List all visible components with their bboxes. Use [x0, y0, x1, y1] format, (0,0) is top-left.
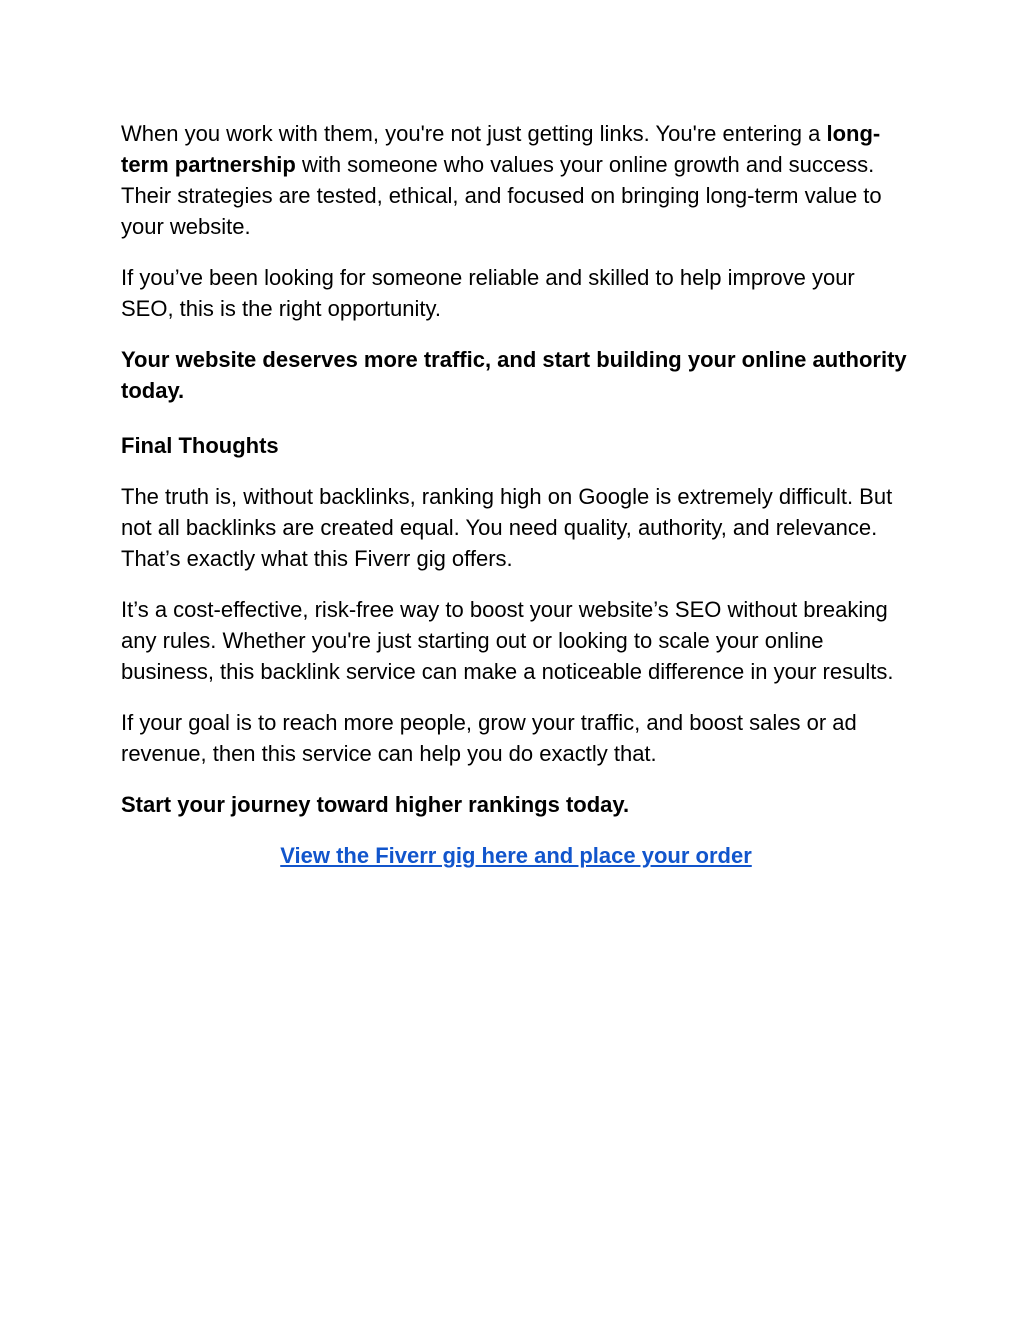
paragraph-start-journey: Start your journey toward higher rankings today.: [121, 792, 630, 817]
paragraph-opportunity: If you’ve been looking for someone reliable and skilled to help improve your SEO, this is the right opportunity.: [121, 265, 855, 321]
paragraph-traffic-callout: Your website deserves more traffic, and start building your online authority today.: [121, 347, 907, 403]
fiverr-gig-link[interactable]: View the Fiverr gig here and place your order: [280, 843, 752, 868]
paragraph-partnership-start: When you work with them, you're not just getting links. You're entering a: [121, 121, 827, 146]
paragraph-cost-effective: It’s a cost-effective, risk-free way to boost your website’s SEO without breaking any rules. Whether you're just starting out or looking to scale your online business, this backlink service can make a noticeable difference in your results.: [121, 597, 894, 684]
cta-paragraph: [121, 840, 911, 871]
paragraph-partnership: [121, 118, 911, 242]
paragraph-backlinks-truth: The truth is, without backlinks, ranking high on Google is extremely difficult. But not all backlinks are created equal. You need quality, authority, and relevance. That’s exactly what this Fiverr gig offers.: [121, 484, 893, 571]
document-page: [121, 118, 911, 871]
partnership-emphasis: long-term partnership: [121, 121, 881, 177]
section-heading-final-thoughts: Final Thoughts: [121, 433, 279, 458]
paragraph-goal: If your goal is to reach more people, grow your traffic, and boost sales or ad revenue, then this service can help you do exactly that.: [121, 710, 857, 766]
paragraph-partnership-end: with someone who values your online growth and success. Their strategies are tested, ethical, and focused on bringing long-term value to your website.: [121, 152, 882, 239]
